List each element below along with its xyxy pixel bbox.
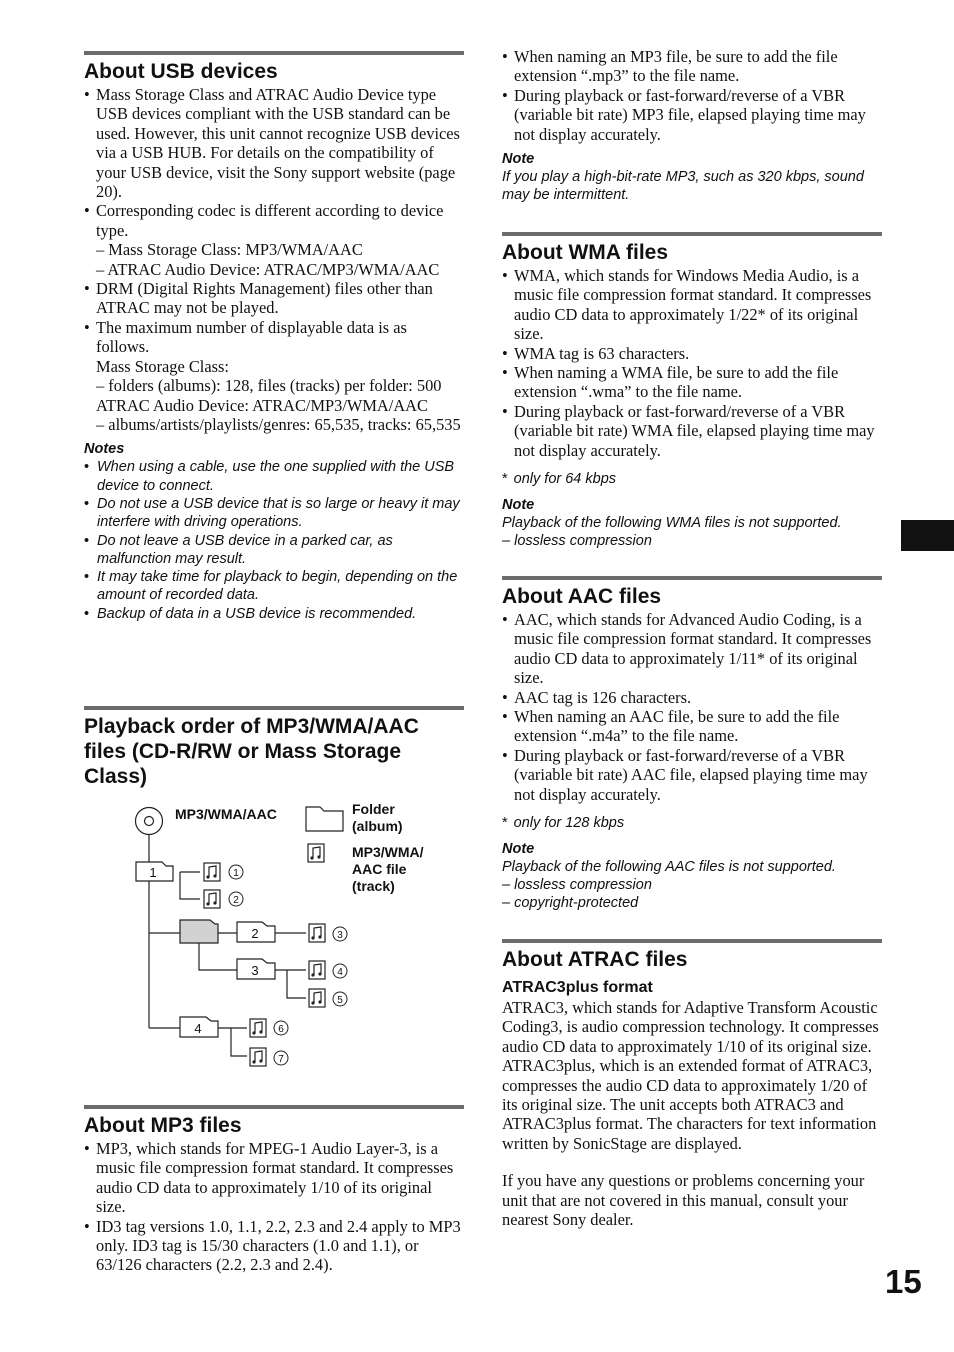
mp3-continued [502, 47, 882, 204]
section-rule [502, 576, 882, 580]
aac-note-line-1: Playback of the following AAC files is not supported. [502, 859, 836, 876]
atrac-subheading: ATRAC3plus format [502, 979, 653, 996]
usb-bullet-4-sub-2: – folders (albums): 128, files (tracks) per folder: 500 [96, 376, 442, 396]
playback-section [84, 706, 464, 790]
folder-1-number: 1 [149, 865, 157, 880]
track-3-number: 3 [337, 930, 343, 941]
section-rule [502, 939, 882, 943]
usb-bullet-4 [84, 318, 464, 434]
usb-note-5: • Backup of data in a USB device is recommended. [84, 605, 464, 623]
mp3-note-text: If you play a high-bit-rate MP3, such as 320 kbps, sound may be intermittent. [502, 169, 864, 204]
legend-folder-line-2: (album) [352, 818, 403, 834]
atrac-heading: About ATRAC files [502, 948, 688, 971]
mp3-list-part-2 [502, 47, 882, 144]
disc-icon [136, 808, 163, 835]
track-7-number: 7 [278, 1054, 284, 1065]
usb-bullet-2-sub-2: – ATRAC Audio Device: ATRAC/MP3/WMA/AAC [96, 259, 440, 279]
aac-bullet-3: • When naming an AAC file, be sure to add the file extension “.m4a” to the file name. [502, 707, 882, 746]
track-5-icon [309, 989, 325, 1007]
folder-highlighted-icon [180, 920, 218, 943]
wma-bullet-4: • During playback or fast-forward/reverse of a VBR (variable bit rate) WMA file, elapsed playing time may not display accurately. [502, 402, 882, 460]
section-rule [84, 51, 464, 55]
usb-bullet-4-sub-3: ATRAC Audio Device: ATRAC/MP3/WMA/AAC [96, 395, 428, 415]
wma-bullet-3: • When naming a WMA file, be sure to add the file extension “.wma” to the file name. [502, 363, 882, 402]
legend-folder-line-1: Folder [352, 801, 395, 817]
atrac-paragraph: ATRAC3, which stands for Adaptive Transform Acoustic Coding3, is audio compression technology. It compresses audio CD data to approximately 1/10 of its original size. ATRAC3plus, which is an extended format of ATRAC3, compresses the audio CD data to approximately 1/20 of its original size. The unit accepts both ATRAC3 and ATRAC3plus format. The characters for text information written by SonicStage are displayed. [502, 998, 879, 1153]
wma-footnote-text: only for 64 kbps [513, 471, 617, 488]
section-rule [84, 1105, 464, 1109]
aac-note-line-2: – lossless compression [502, 877, 652, 894]
track-2-icon [204, 890, 220, 908]
wma-heading: About WMA files [502, 241, 669, 264]
usb-list [84, 85, 464, 434]
aac-note-line-3: – copyright-protected [502, 895, 639, 912]
usb-bullet-4-sub-1: Mass Storage Class: [96, 356, 229, 376]
mp3-note-title: Note [502, 151, 535, 168]
track-5-number: 5 [337, 995, 343, 1006]
music-file-icon [308, 844, 324, 862]
usb-notes-list [84, 458, 464, 623]
mp3-list-part-1 [84, 1139, 464, 1275]
disc-label: MP3/WMA/AAC [175, 806, 277, 822]
aac-list [502, 610, 882, 804]
aac-bullet-2: • AAC tag is 126 characters. [502, 688, 882, 707]
usb-heading: About USB devices [84, 60, 278, 83]
mp3-bullet-3: • When naming an MP3 file, be sure to add the file extension “.mp3” to the file name. [502, 47, 882, 86]
usb-bullet-4-text: • The maximum number of displayable data is as follows. [96, 317, 407, 357]
track-1-number: 1 [233, 868, 239, 879]
wma-bullet-1: • WMA, which stands for Windows Media Audio, is a music file compression format standard. It compresses audio CD data to approximately 1/22* of its original size. [502, 266, 882, 344]
wma-note-line-2: – lossless compression [502, 533, 652, 550]
track-6-icon [250, 1019, 266, 1037]
page-number: 15 [885, 1263, 922, 1300]
track-1-icon [204, 863, 220, 881]
mp3-bullet-4: • During playback or fast-forward/reverse of a VBR (variable bit rate) MP3 file, elapsed playing time may not display accurately. [502, 86, 882, 144]
usb-notes-title: Notes [84, 441, 125, 458]
usb-note-2: • Do not use a USB device that is so large or heavy it may interfere with driving operations. [84, 495, 464, 532]
track-3-icon [309, 924, 325, 942]
usb-note-1: • When using a cable, use the one supplied with the USB device to connect. [84, 458, 464, 495]
closing-paragraph: If you have any questions or problems concerning your unit that are not covered in this manual, consult your nearest Sony dealer. [502, 1171, 865, 1230]
atrac-section [502, 939, 882, 1229]
usb-note-3: • Do not leave a USB device in a parked car, as malfunction may result. [84, 532, 464, 569]
wma-note-title: Note [502, 497, 535, 514]
track-4-number: 4 [337, 967, 343, 978]
track-7-icon [250, 1048, 266, 1066]
track-2-number: 2 [233, 895, 239, 906]
playback-order-diagram [84, 800, 464, 1080]
wma-footnote [502, 470, 882, 488]
playback-heading: Playback order of MP3/WMA/AAC files (CD-R/RW or Mass Storage Class) [84, 715, 419, 788]
aac-footnote [502, 814, 882, 832]
folder-icon [306, 807, 343, 831]
mp3-bullet-2: • ID3 tag versions 1.0, 1.1, 2.2, 2.3 and 2.4 apply to MP3 only. ID3 tag is 15/30 characters (1.0 and 1.1), or 63/126 characters (2.2, 2.3 and 2.4). [84, 1217, 464, 1275]
wma-bullet-2: • WMA tag is 63 characters. [502, 344, 882, 363]
legend-file-line-2: AAC file [352, 861, 407, 877]
aac-bullet-1: • AAC, which stands for Advanced Audio Coding, is a music file compression format standard. It compresses audio CD data to approximately 1/11* of its original size. [502, 610, 882, 688]
aac-note-title: Note [502, 841, 535, 858]
track-4-icon [309, 961, 325, 979]
wma-list [502, 266, 882, 460]
usb-bullet-4-sub-4: – albums/artists/playlists/genres: 65,535, tracks: 65,535 [96, 414, 461, 434]
section-tab-marker [901, 520, 954, 551]
aac-heading: About AAC files [502, 585, 662, 608]
track-6-number: 6 [278, 1024, 284, 1035]
wma-section [502, 232, 882, 550]
folder-3-number: 3 [251, 963, 259, 978]
mp3-heading: About MP3 files [84, 1114, 242, 1137]
mp3-bullet-1: • MP3, which stands for MPEG-1 Audio Layer-3, is a music file compression format standard. It compresses audio CD data to approximately 1/10 of its original size. [84, 1139, 464, 1217]
usb-bullet-2 [84, 201, 464, 279]
legend-file-line-3: (track) [352, 878, 395, 894]
legend-file-line-1: MP3/WMA/ [352, 844, 424, 860]
aac-section [502, 576, 882, 913]
aac-footnote-star: * [502, 815, 508, 832]
aac-bullet-4: • During playback or fast-forward/reverse of a VBR (variable bit rate) AAC file, elapsed playing time may not display accurately. [502, 746, 882, 804]
wma-footnote-star: * [502, 471, 508, 488]
usb-bullet-1: • Mass Storage Class and ATRAC Audio Device type USB devices compliant with the USB standard can be used. However, this unit cannot recognize USB devices via a USB HUB. For details on the compatibility of your USB device, visit the Sony support website (page 20). [84, 85, 464, 201]
usb-bullet-2-sub-1: – Mass Storage Class: MP3/WMA/AAC [96, 240, 363, 260]
section-rule [502, 232, 882, 236]
folder-4-number: 4 [194, 1021, 202, 1036]
usb-bullet-3: • DRM (Digital Rights Management) files other than ATRAC may not be played. [84, 279, 464, 318]
mp3-section [84, 1105, 464, 1275]
usb-note-4: • It may take time for playback to begin, depending on the amount of recorded data. [84, 568, 464, 605]
section-rule [84, 706, 464, 710]
folder-2-number: 2 [251, 926, 259, 941]
usb-section [84, 51, 464, 623]
usb-bullet-2-text: • Corresponding codec is different according to device type. [96, 201, 444, 240]
wma-note-line-1: Playback of the following WMA files is not supported. [502, 515, 842, 532]
aac-footnote-text: only for 128 kbps [513, 815, 625, 832]
